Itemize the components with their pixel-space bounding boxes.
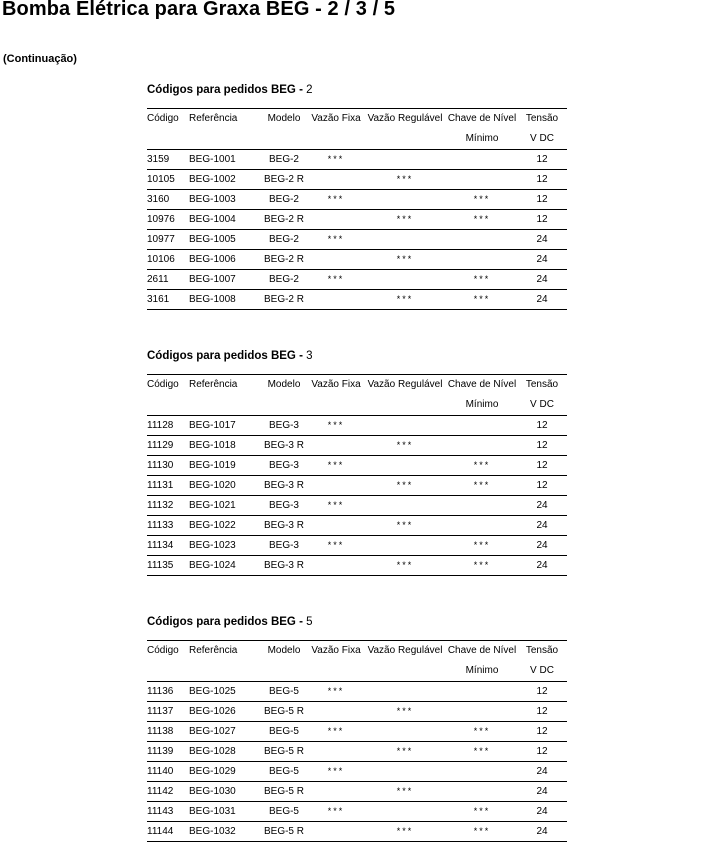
cell-vazao-fixa	[309, 782, 363, 802]
header-codigo: Código	[147, 109, 189, 130]
cell-referencia: BEG-1004	[189, 210, 259, 230]
cell-vazao-fixa: ***	[309, 456, 363, 476]
table-row	[147, 822, 567, 842]
cell-vazao-fixa	[309, 290, 363, 310]
cell-tensao: 24	[517, 496, 567, 516]
cell-chave	[447, 250, 517, 270]
cell-tensao: 24	[517, 802, 567, 822]
cell-vazao-fixa	[309, 210, 363, 230]
cell-codigo: 11142	[147, 782, 189, 802]
cell-tensao: 24	[517, 822, 567, 842]
table-row	[147, 170, 567, 190]
cell-referencia: BEG-1003	[189, 190, 259, 210]
cell-modelo: BEG-2 R	[259, 250, 309, 270]
cell-codigo: 11129	[147, 436, 189, 456]
cell-codigo: 11135	[147, 556, 189, 576]
cell-vazao-fixa: ***	[309, 722, 363, 742]
header-chave-nivel-minimo: Mínimo	[447, 661, 517, 682]
table-row	[147, 682, 567, 702]
cell-vazao-regulavel	[363, 682, 447, 702]
header-vazao-fixa: Vazão Fixa	[309, 641, 363, 662]
cell-chave: ***	[447, 476, 517, 496]
cell-referencia: BEG-1002	[189, 170, 259, 190]
header-tensao-unit: V DC	[517, 129, 567, 150]
cell-chave: ***	[447, 802, 517, 822]
cell-modelo: BEG-5 R	[259, 742, 309, 762]
cell-vazao-fixa: ***	[309, 802, 363, 822]
header-chave-nivel: Chave de Nível	[447, 109, 517, 130]
table-row	[147, 230, 567, 250]
cell-modelo: BEG-3 R	[259, 556, 309, 576]
table-row	[147, 556, 567, 576]
header-spacer	[259, 661, 309, 682]
header-spacer	[363, 395, 447, 416]
cell-vazao-fixa	[309, 516, 363, 536]
cell-modelo: BEG-2 R	[259, 290, 309, 310]
cell-modelo: BEG-5	[259, 722, 309, 742]
cell-vazao-regulavel: ***	[363, 822, 447, 842]
cell-referencia: BEG-1006	[189, 250, 259, 270]
cell-chave: ***	[447, 742, 517, 762]
cell-referencia: BEG-1024	[189, 556, 259, 576]
table-row	[147, 150, 567, 170]
order-codes-table	[147, 640, 567, 842]
cell-chave: ***	[447, 456, 517, 476]
cell-modelo: BEG-3 R	[259, 436, 309, 456]
header-modelo: Modelo	[259, 375, 309, 396]
cell-vazao-fixa	[309, 822, 363, 842]
header-codigo: Código	[147, 375, 189, 396]
table-row	[147, 250, 567, 270]
header-vazao-regulavel: Vazão Regulável	[363, 109, 447, 130]
cell-vazao-fixa: ***	[309, 150, 363, 170]
table-row	[147, 782, 567, 802]
cell-referencia: BEG-1020	[189, 476, 259, 496]
cell-modelo: BEG-3	[259, 536, 309, 556]
cell-chave: ***	[447, 210, 517, 230]
cell-tensao: 24	[517, 516, 567, 536]
header-chave-nivel: Chave de Nível	[447, 641, 517, 662]
cell-referencia: BEG-1029	[189, 762, 259, 782]
cell-codigo: 10977	[147, 230, 189, 250]
cell-modelo: BEG-3 R	[259, 516, 309, 536]
section-title-model-number: 5	[306, 616, 313, 628]
cell-referencia: BEG-1007	[189, 270, 259, 290]
cell-chave: ***	[447, 190, 517, 210]
cell-modelo: BEG-2 R	[259, 170, 309, 190]
continuation-label: (Continuação)	[3, 53, 77, 65]
cell-referencia: BEG-1027	[189, 722, 259, 742]
cell-referencia: BEG-1018	[189, 436, 259, 456]
cell-tensao: 24	[517, 536, 567, 556]
cell-modelo: BEG-5 R	[259, 822, 309, 842]
cell-referencia: BEG-1017	[189, 416, 259, 436]
cell-tensao: 12	[517, 742, 567, 762]
table-row	[147, 436, 567, 456]
section-title	[147, 84, 313, 96]
cell-vazao-regulavel	[363, 230, 447, 250]
cell-modelo: BEG-3	[259, 416, 309, 436]
cell-vazao-regulavel: ***	[363, 210, 447, 230]
cell-modelo: BEG-2	[259, 230, 309, 250]
page-title: Bomba Elétrica para Graxa BEG - 2 / 3 / 5	[2, 0, 396, 20]
cell-vazao-regulavel	[363, 150, 447, 170]
cell-vazao-fixa: ***	[309, 762, 363, 782]
cell-vazao-regulavel	[363, 416, 447, 436]
cell-tensao: 12	[517, 150, 567, 170]
cell-modelo: BEG-2	[259, 150, 309, 170]
cell-codigo: 11143	[147, 802, 189, 822]
cell-vazao-regulavel	[363, 496, 447, 516]
cell-vazao-regulavel	[363, 722, 447, 742]
table-row	[147, 536, 567, 556]
cell-chave	[447, 782, 517, 802]
cell-tensao: 12	[517, 682, 567, 702]
cell-chave	[447, 150, 517, 170]
header-referencia: Referência	[189, 375, 259, 396]
cell-vazao-fixa	[309, 742, 363, 762]
cell-modelo: BEG-2	[259, 270, 309, 290]
cell-referencia: BEG-1032	[189, 822, 259, 842]
order-codes-table	[147, 374, 567, 576]
cell-codigo: 11138	[147, 722, 189, 742]
cell-tensao: 12	[517, 702, 567, 722]
cell-modelo: BEG-5	[259, 762, 309, 782]
cell-chave	[447, 436, 517, 456]
cell-tensao: 24	[517, 762, 567, 782]
cell-tensao: 24	[517, 250, 567, 270]
cell-vazao-fixa: ***	[309, 682, 363, 702]
cell-referencia: BEG-1022	[189, 516, 259, 536]
cell-referencia: BEG-1019	[189, 456, 259, 476]
cell-referencia: BEG-1026	[189, 702, 259, 722]
cell-vazao-fixa: ***	[309, 230, 363, 250]
header-spacer	[147, 129, 189, 150]
header-vazao-regulavel: Vazão Regulável	[363, 375, 447, 396]
cell-codigo: 11128	[147, 416, 189, 436]
cell-chave	[447, 496, 517, 516]
header-spacer	[363, 661, 447, 682]
cell-referencia: BEG-1008	[189, 290, 259, 310]
cell-codigo: 10976	[147, 210, 189, 230]
cell-vazao-regulavel	[363, 456, 447, 476]
header-referencia: Referência	[189, 109, 259, 130]
cell-chave: ***	[447, 290, 517, 310]
cell-chave: ***	[447, 536, 517, 556]
cell-vazao-regulavel: ***	[363, 782, 447, 802]
cell-chave: ***	[447, 556, 517, 576]
cell-referencia: BEG-1005	[189, 230, 259, 250]
header-chave-nivel-minimo: Mínimo	[447, 395, 517, 416]
section-title-model-number: 3	[306, 350, 313, 362]
cell-codigo: 11144	[147, 822, 189, 842]
header-spacer	[259, 395, 309, 416]
cell-codigo: 11133	[147, 516, 189, 536]
cell-chave	[447, 170, 517, 190]
section-title-prefix: Códigos para pedidos BEG -	[147, 350, 307, 362]
cell-codigo: 11132	[147, 496, 189, 516]
cell-vazao-regulavel: ***	[363, 170, 447, 190]
table-row	[147, 802, 567, 822]
cell-codigo: 2611	[147, 270, 189, 290]
header-tensao: Tensão	[517, 641, 567, 662]
cell-tensao: 24	[517, 782, 567, 802]
table-row	[147, 476, 567, 496]
cell-modelo: BEG-2	[259, 190, 309, 210]
cell-tensao: 12	[517, 170, 567, 190]
cell-codigo: 11130	[147, 456, 189, 476]
header-vazao-fixa: Vazão Fixa	[309, 375, 363, 396]
cell-tensao: 24	[517, 230, 567, 250]
cell-vazao-regulavel: ***	[363, 290, 447, 310]
cell-referencia: BEG-1023	[189, 536, 259, 556]
cell-tensao: 12	[517, 722, 567, 742]
cell-vazao-fixa: ***	[309, 496, 363, 516]
cell-codigo: 3160	[147, 190, 189, 210]
cell-modelo: BEG-3	[259, 496, 309, 516]
table-row	[147, 702, 567, 722]
table-row	[147, 416, 567, 436]
table-row	[147, 516, 567, 536]
table-row	[147, 210, 567, 230]
cell-vazao-regulavel: ***	[363, 742, 447, 762]
header-spacer	[189, 661, 259, 682]
cell-chave	[447, 762, 517, 782]
cell-tensao: 24	[517, 270, 567, 290]
cell-vazao-fixa	[309, 436, 363, 456]
header-chave-nivel: Chave de Nível	[447, 375, 517, 396]
cell-vazao-regulavel: ***	[363, 556, 447, 576]
section-title	[147, 616, 313, 628]
cell-chave	[447, 682, 517, 702]
cell-chave: ***	[447, 722, 517, 742]
cell-modelo: BEG-3	[259, 456, 309, 476]
cell-chave	[447, 516, 517, 536]
header-tensao: Tensão	[517, 375, 567, 396]
table-row	[147, 270, 567, 290]
table-row	[147, 496, 567, 516]
table-row	[147, 290, 567, 310]
cell-codigo: 3161	[147, 290, 189, 310]
cell-modelo: BEG-5 R	[259, 782, 309, 802]
header-chave-nivel-minimo: Mínimo	[447, 129, 517, 150]
cell-vazao-regulavel: ***	[363, 436, 447, 456]
cell-tensao: 24	[517, 290, 567, 310]
header-spacer	[259, 129, 309, 150]
table-row	[147, 190, 567, 210]
order-codes-table	[147, 108, 567, 310]
header-vazao-fixa: Vazão Fixa	[309, 109, 363, 130]
cell-vazao-fixa	[309, 556, 363, 576]
header-spacer	[309, 661, 363, 682]
cell-vazao-fixa	[309, 702, 363, 722]
cell-vazao-regulavel	[363, 762, 447, 782]
cell-vazao-regulavel: ***	[363, 476, 447, 496]
cell-referencia: BEG-1001	[189, 150, 259, 170]
section-title-prefix: Códigos para pedidos BEG -	[147, 84, 307, 96]
cell-tensao: 12	[517, 210, 567, 230]
cell-codigo: 11137	[147, 702, 189, 722]
cell-codigo: 11136	[147, 682, 189, 702]
header-spacer	[309, 395, 363, 416]
section-title-model-number: 2	[306, 84, 313, 96]
cell-codigo: 3159	[147, 150, 189, 170]
cell-vazao-regulavel	[363, 270, 447, 290]
cell-modelo: BEG-5	[259, 682, 309, 702]
cell-vazao-regulavel	[363, 190, 447, 210]
table-row	[147, 762, 567, 782]
cell-referencia: BEG-1028	[189, 742, 259, 762]
cell-modelo: BEG-5	[259, 802, 309, 822]
cell-referencia: BEG-1025	[189, 682, 259, 702]
cell-vazao-fixa: ***	[309, 536, 363, 556]
cell-codigo: 10106	[147, 250, 189, 270]
cell-chave: ***	[447, 270, 517, 290]
header-referencia: Referência	[189, 641, 259, 662]
cell-codigo: 11131	[147, 476, 189, 496]
cell-codigo: 10105	[147, 170, 189, 190]
cell-modelo: BEG-2 R	[259, 210, 309, 230]
cell-vazao-regulavel	[363, 802, 447, 822]
cell-tensao: 12	[517, 436, 567, 456]
cell-vazao-regulavel	[363, 536, 447, 556]
table-row	[147, 456, 567, 476]
header-spacer	[147, 661, 189, 682]
header-modelo: Modelo	[259, 109, 309, 130]
cell-vazao-fixa: ***	[309, 416, 363, 436]
header-spacer	[363, 129, 447, 150]
header-spacer	[147, 395, 189, 416]
cell-vazao-fixa: ***	[309, 270, 363, 290]
header-spacer	[309, 129, 363, 150]
cell-chave: ***	[447, 822, 517, 842]
cell-vazao-fixa	[309, 476, 363, 496]
cell-modelo: BEG-3 R	[259, 476, 309, 496]
cell-codigo: 11134	[147, 536, 189, 556]
cell-codigo: 11140	[147, 762, 189, 782]
cell-chave	[447, 230, 517, 250]
cell-chave	[447, 702, 517, 722]
cell-codigo: 11139	[147, 742, 189, 762]
header-modelo: Modelo	[259, 641, 309, 662]
header-vazao-regulavel: Vazão Regulável	[363, 641, 447, 662]
section-title	[147, 350, 313, 362]
cell-vazao-fixa: ***	[309, 190, 363, 210]
cell-referencia: BEG-1031	[189, 802, 259, 822]
header-spacer	[189, 395, 259, 416]
table-row	[147, 722, 567, 742]
cell-vazao-regulavel: ***	[363, 702, 447, 722]
section-title-prefix: Códigos para pedidos BEG -	[147, 616, 307, 628]
cell-tensao: 12	[517, 190, 567, 210]
cell-tensao: 12	[517, 456, 567, 476]
cell-tensao: 24	[517, 556, 567, 576]
cell-chave	[447, 416, 517, 436]
table-row	[147, 742, 567, 762]
cell-tensao: 12	[517, 416, 567, 436]
cell-vazao-fixa	[309, 170, 363, 190]
cell-modelo: BEG-5 R	[259, 702, 309, 722]
header-tensao-unit: V DC	[517, 661, 567, 682]
cell-vazao-regulavel: ***	[363, 250, 447, 270]
header-spacer	[189, 129, 259, 150]
cell-tensao: 12	[517, 476, 567, 496]
header-tensao-unit: V DC	[517, 395, 567, 416]
cell-referencia: BEG-1021	[189, 496, 259, 516]
cell-vazao-regulavel: ***	[363, 516, 447, 536]
cell-vazao-fixa	[309, 250, 363, 270]
header-tensao: Tensão	[517, 109, 567, 130]
header-codigo: Código	[147, 641, 189, 662]
cell-referencia: BEG-1030	[189, 782, 259, 802]
